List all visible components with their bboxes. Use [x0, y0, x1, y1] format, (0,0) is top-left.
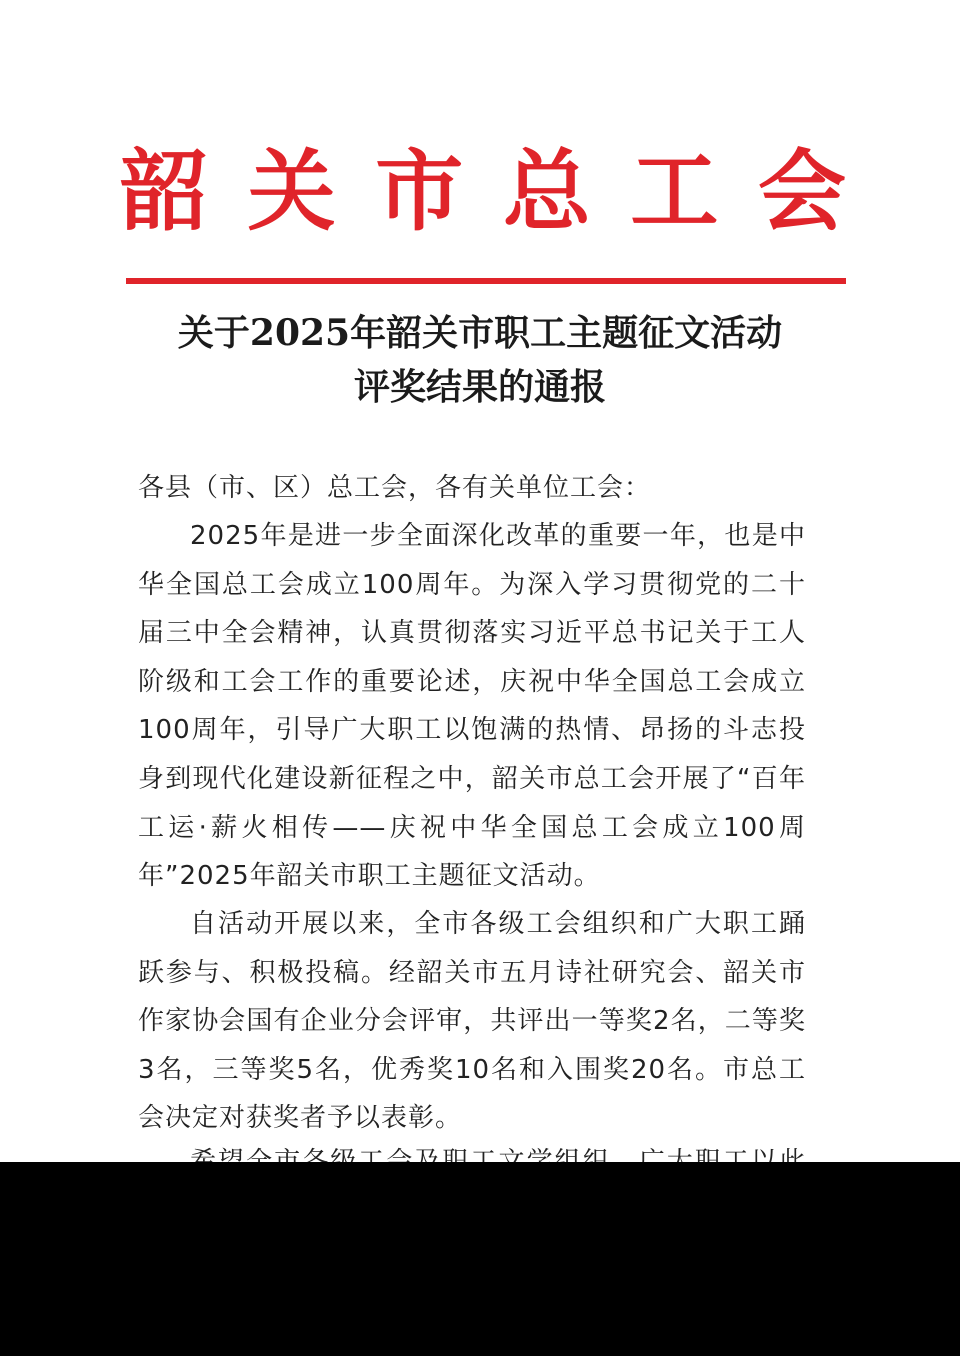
greeting: 各县（市、区）总工会，各有关单位工会：	[138, 473, 652, 503]
document-title-line-1: 关于2025年韶关市职工主题征文活动	[177, 312, 783, 354]
letterhead-red-rule	[126, 278, 846, 284]
document-title-line-2: 评奖结果的通报	[353, 366, 606, 408]
black-bottom-area	[0, 1162, 960, 1356]
body-paragraph-2: 自活动开展以来，全市各级工会组织和广大职工踊跃参与、积极投稿。经韶关市五月诗社研究会、韶关市作家协会国有企业分会评审，共评出一等奖2名，二等奖3名，三等奖5名，优秀奖10名和入围奖20名。市总工会决定对获奖者予以表彰。	[138, 909, 806, 1134]
body-paragraph-1: 2025年是进一步全面深化改革的重要一年，也是中华全国总工会成立100周年。为深入学习贯彻党的二十届三中全会精神，认真贯彻落实习近平总书记关于工人阶级和工会工作的重要论述，庆祝中华全国总工会成立100周年，引导广大职工以饱满的热情、昂扬的斗志投身到现代化建设新征程之中，韶关市总工会开展了“百年工运·薪火相传——庆祝中华全国总工会成立100周年”2025年韶关市职工主题征文活动。	[138, 521, 806, 892]
letterhead-organization-name: 韶关市总工会	[120, 139, 850, 243]
